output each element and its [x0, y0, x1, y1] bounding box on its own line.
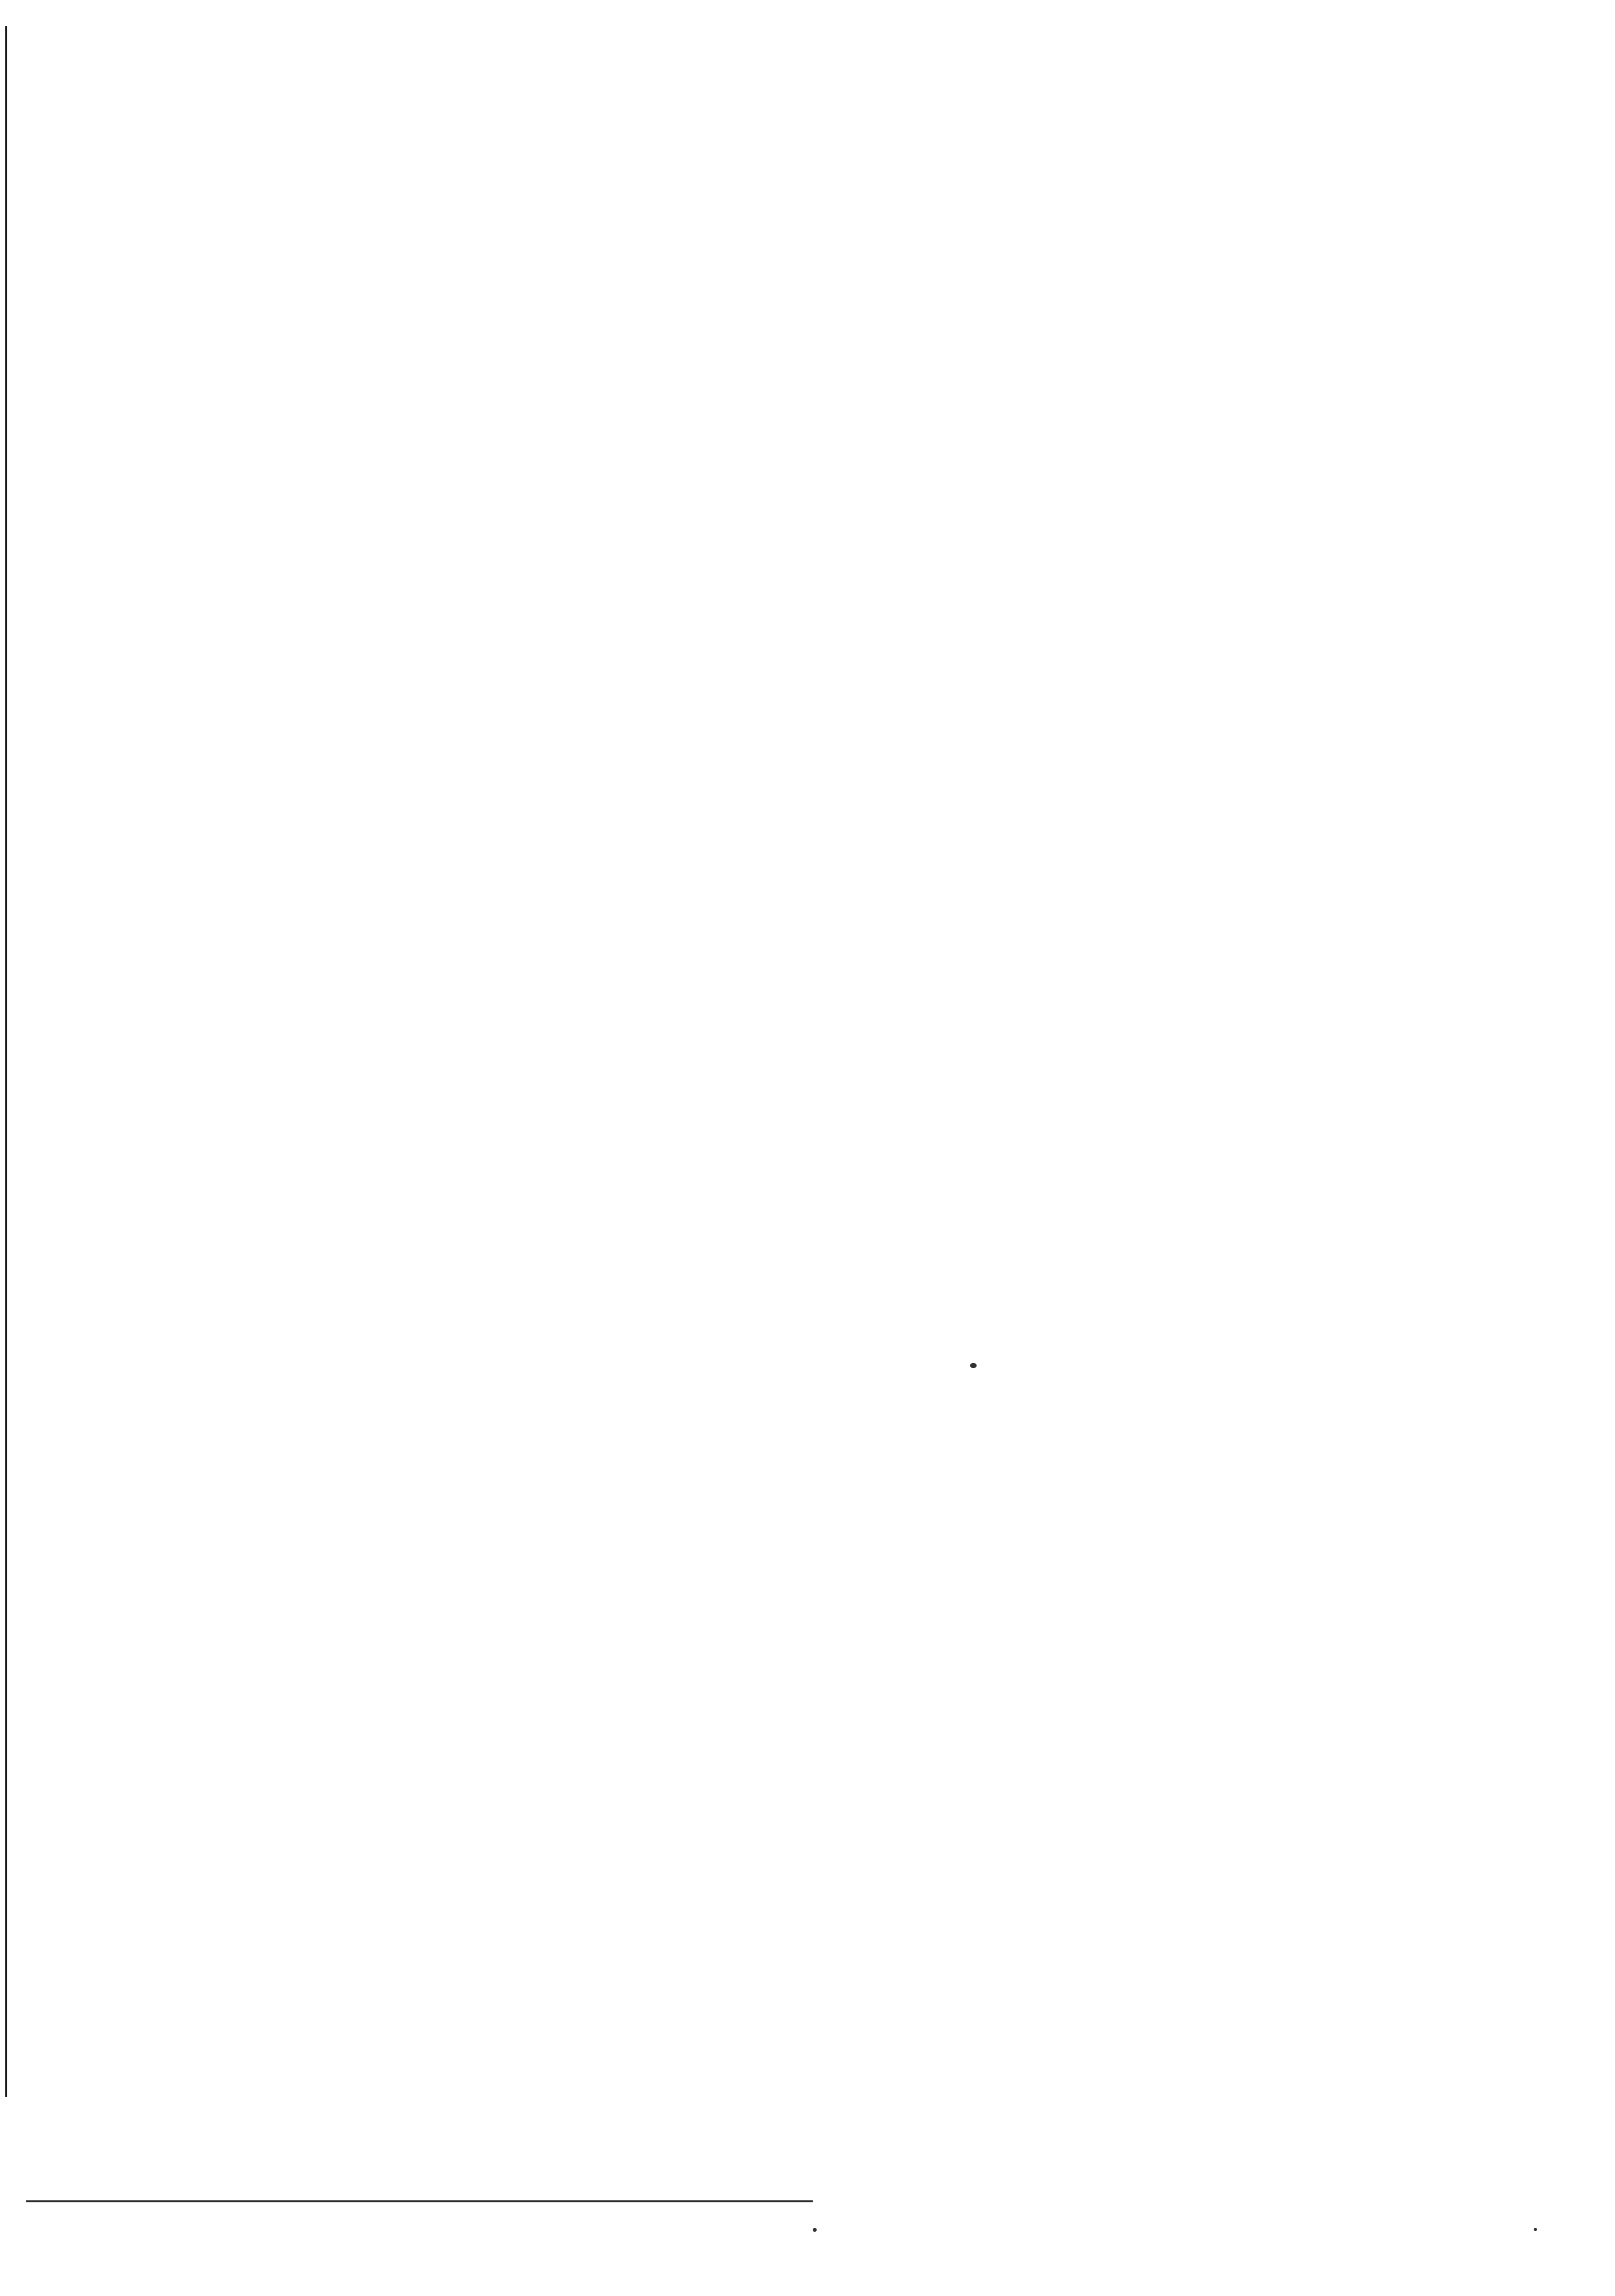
ink-speck	[1534, 2228, 1537, 2231]
newspaper-article	[21, 39, 1594, 2130]
left-margin-rule	[5, 26, 7, 2097]
article-headline	[1397, 118, 1568, 1873]
bottom-margin-rule	[26, 2200, 813, 2202]
article-bottom-band	[47, 39, 637, 2130]
article-top-band	[644, 39, 1391, 2130]
ink-speck	[813, 2228, 817, 2232]
